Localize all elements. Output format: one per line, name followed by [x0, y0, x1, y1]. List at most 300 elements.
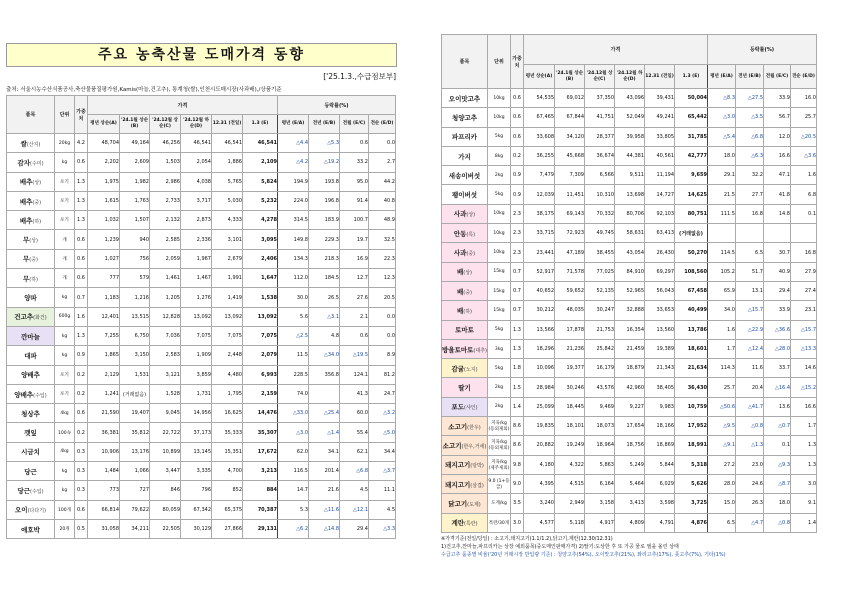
rate-cell: 33.2	[340, 153, 369, 172]
rate-cell: 6.5	[708, 513, 736, 532]
rate-cell: △1.3	[736, 436, 764, 455]
price-cell: 14,476	[243, 404, 278, 423]
price-cell: 19,407	[120, 404, 150, 423]
item-name-sub: (대추)	[473, 347, 487, 354]
price-cell: 26,430	[645, 243, 675, 262]
item-unit: 2kg	[488, 378, 511, 397]
price-cell: 4,917	[585, 513, 615, 532]
price-cell: 2,129	[88, 365, 120, 384]
price-cell: 3,240	[524, 494, 555, 513]
price-cell: 1,967	[181, 249, 212, 268]
table-row	[442, 417, 817, 436]
item-weight: 2.3	[511, 204, 524, 223]
rate-cell: 112.0	[278, 269, 309, 288]
rate-cell: 41.3	[340, 384, 369, 403]
rate-cell	[736, 224, 764, 243]
price-cell: 13,092	[212, 307, 243, 326]
rate-cell: 16.0	[791, 89, 817, 108]
rate-cell: △9.3	[764, 455, 791, 474]
item-name-main: 배	[456, 268, 464, 277]
price-cell: 18,101	[555, 417, 585, 436]
price-cell: 84,910	[615, 262, 645, 281]
table-row	[442, 108, 817, 127]
item-weight: 4.2	[75, 134, 88, 153]
price-cell: 3,121	[150, 365, 181, 384]
rate-cell: 314.5	[278, 211, 309, 230]
header-price: 가격	[524, 35, 708, 65]
rate-cell: △4.7	[736, 513, 764, 532]
price-cell: 1,975	[88, 172, 120, 191]
rate-cell: 27.4	[791, 281, 817, 300]
rate-cell: 23.1	[791, 301, 817, 320]
rate-cell: 114.3	[708, 359, 736, 378]
price-cell: 58,631	[615, 224, 645, 243]
item-name	[7, 211, 55, 230]
rate-cell: 91.4	[340, 191, 369, 210]
rate-cell: 55.4	[340, 423, 369, 442]
table-row	[442, 146, 817, 165]
item-unit: 4kg	[55, 404, 75, 423]
price-cell: 7,036	[150, 326, 181, 345]
price-cell: 1,795	[212, 384, 243, 403]
item-unit: kg	[55, 288, 75, 307]
price-cell: 21,590	[88, 404, 120, 423]
price-cell: 2,986	[150, 172, 181, 191]
item-name-sub: (상)	[466, 212, 476, 219]
price-cell: 9,227	[615, 397, 645, 416]
price-cell: 52,965	[615, 281, 645, 300]
item-name-main: 돼지고기	[445, 480, 471, 489]
table-row	[7, 153, 396, 172]
footnotes	[441, 535, 837, 559]
price-cell: 36,674	[585, 146, 615, 165]
price-cell: 46,541	[181, 134, 212, 153]
table-row	[7, 172, 396, 191]
price-cell: 13,566	[524, 320, 555, 339]
item-name	[7, 230, 55, 249]
item-weight: 1.3	[511, 339, 524, 358]
rate-cell: 33.7	[764, 359, 791, 378]
price-cell: 40,561	[645, 146, 675, 165]
price-cell: 940	[120, 230, 150, 249]
price-cell: 3,158	[585, 494, 615, 513]
price-cell: 33,715	[524, 224, 555, 243]
item-weight: 1.6	[75, 307, 88, 326]
item-weight: 1.5	[511, 378, 524, 397]
price-cell: 3,213	[243, 462, 278, 481]
rate-cell: 149.8	[278, 230, 309, 249]
item-name-main: 양배추	[14, 390, 34, 399]
price-cell: 19,389	[645, 339, 675, 358]
price-cell: 5,249	[615, 455, 645, 474]
item-unit: 지육/kg (등외제외)	[488, 436, 511, 455]
item-unit: 지육/kg (제주제외)	[488, 455, 511, 474]
footnote-3: 수급고추 품종별 비율('20년 거래시장 반입량 기준) : 청양고추(54%), 오이맛고추(21%), 꽈리고추(17%), 풋고추(7%), 기타(1%)	[441, 552, 726, 558]
price-cell: 2,406	[243, 249, 278, 268]
price-cell: 7,479	[524, 166, 555, 185]
rate-cell: 16.6	[764, 146, 791, 165]
item-name-sub: (하)	[463, 308, 472, 315]
price-cell: 35,307	[243, 423, 278, 442]
price-cell: 3,725	[675, 494, 708, 513]
rate-cell: △41.7	[736, 397, 764, 416]
header-col-3: '24.12월 하순(D)	[181, 115, 212, 134]
item-unit: kg	[55, 153, 75, 172]
rate-cell: △3.2	[369, 404, 396, 423]
price-cell: 48,704	[88, 134, 120, 153]
price-cell: 13,786	[675, 320, 708, 339]
item-name-sub: (수미)	[30, 160, 44, 167]
rate-cell: △0.8	[764, 513, 791, 532]
header-col-5: 1.3 (E)	[243, 115, 278, 134]
item-name-main: 쌀	[20, 139, 27, 148]
rate-cell: 194.9	[278, 172, 309, 191]
rate-cell: 95.0	[340, 172, 369, 191]
item-name-main: 배추	[19, 197, 33, 206]
price-cell: 17,654	[615, 417, 645, 436]
price-cell: 5,765	[212, 172, 243, 191]
price-cell: 42,960	[615, 378, 645, 397]
item-unit: 8kg	[488, 146, 511, 165]
price-cell: (거래없음)	[120, 384, 150, 403]
rate-cell: 74.0	[278, 384, 309, 403]
item-name	[442, 146, 488, 165]
item-unit: 5kg	[488, 127, 511, 146]
item-name-sub: (중)	[29, 257, 38, 264]
price-cell: 2,679	[212, 249, 243, 268]
rate-cell: 65.9	[708, 281, 736, 300]
item-name-main: 청양고추	[451, 113, 478, 122]
price-cell: 52,049	[615, 108, 645, 127]
price-cell: 14,956	[181, 404, 212, 423]
item-unit: 2kg	[488, 397, 511, 416]
price-cell: 38,405	[645, 378, 675, 397]
price-cell: 72,923	[555, 224, 585, 243]
price-cell: 2,054	[181, 153, 212, 172]
item-unit: kg	[55, 326, 75, 345]
price-cell: 1,731	[181, 384, 212, 403]
rate-cell: △5.0	[369, 423, 396, 442]
rate-cell: 21.5	[708, 185, 736, 204]
rate-cell: △5.3	[309, 134, 340, 153]
rate-cell: 23.0	[736, 455, 764, 474]
price-cell: 80,706	[615, 204, 645, 223]
price-cell: (거래없음)	[675, 224, 708, 243]
price-cell: 4,278	[243, 211, 278, 230]
item-weight: 0.7	[511, 262, 524, 281]
table-row	[442, 262, 817, 281]
price-cell: 16,625	[212, 404, 243, 423]
price-cell: 19,249	[555, 436, 585, 455]
table-row	[442, 359, 817, 378]
price-cell: 1,503	[150, 153, 181, 172]
price-cell: 579	[120, 269, 150, 288]
price-cell: 846	[150, 481, 181, 500]
item-weight: 0.2	[75, 384, 88, 403]
rate-cell: △9.5	[708, 417, 736, 436]
price-cell: 79,622	[120, 500, 150, 519]
rate-cell: 51.7	[736, 262, 764, 281]
item-name-sub: (화건)	[33, 315, 47, 322]
rate-cell: △0.7	[764, 417, 791, 436]
table-row	[7, 230, 396, 249]
item-name-main: 청상추	[21, 409, 40, 418]
price-cell: 52,135	[585, 281, 615, 300]
table-row	[7, 462, 396, 481]
header-col-6: 평년 (E/A)	[278, 115, 309, 134]
rate-cell: 15.0	[708, 494, 736, 513]
rate-cell: 27.6	[340, 288, 369, 307]
item-name	[442, 262, 488, 281]
table-row	[442, 127, 817, 146]
rate-cell: △25.4	[309, 404, 340, 423]
price-cell: 1,538	[243, 288, 278, 307]
price-cell: 4,791	[645, 513, 675, 532]
rate-cell: 4.5	[369, 500, 396, 519]
rate-cell: 5.3	[278, 500, 309, 519]
table-row	[442, 513, 817, 532]
right-table-wrap	[441, 34, 817, 533]
header-col-8: 전월 (E/C)	[764, 65, 791, 89]
price-cell: 31,785	[675, 127, 708, 146]
item-name-sub: (중)	[463, 289, 472, 296]
rate-cell: 16.8	[791, 243, 817, 262]
price-cell: 2,079	[243, 346, 278, 365]
rate-cell: 20.4	[736, 378, 764, 397]
source-note: 출처: 서울시농수산식품공사,축산물품질평가원,Kamis(마늘,건고추), 통계청(쌀),인천시도매시장(사과배),/상품기준	[6, 87, 282, 93]
item-unit: 포기	[55, 172, 75, 191]
price-cell: 19,835	[524, 417, 555, 436]
item-weight: 0.2	[75, 423, 88, 442]
rate-cell: △50.6	[708, 397, 736, 416]
item-unit: 포기	[55, 191, 75, 210]
rate-cell: 19.7	[340, 230, 369, 249]
item-weight: 1.3	[511, 320, 524, 339]
price-cell: 59,652	[555, 281, 585, 300]
item-name-sub: (수입)	[30, 488, 44, 495]
item-unit: 도계/kg	[488, 494, 511, 513]
rate-cell: △3.7	[369, 462, 396, 481]
price-cell: 41,751	[585, 108, 615, 127]
item-name	[442, 378, 488, 397]
price-cell: 69,012	[555, 89, 585, 108]
price-cell: 35,333	[212, 423, 243, 442]
item-name	[442, 455, 488, 474]
rate-cell	[791, 224, 817, 243]
rate-cell: △15.7	[736, 301, 764, 320]
item-unit: 15kg	[488, 262, 511, 281]
item-name-main: 감자	[17, 158, 30, 167]
price-cell: 2,059	[150, 249, 181, 268]
item-weight: 0.5	[75, 519, 88, 538]
price-cell: 1,528	[150, 384, 181, 403]
price-cell: 2,949	[555, 494, 585, 513]
rate-cell: △3.5	[736, 108, 764, 127]
item-unit: 5kg	[488, 359, 511, 378]
price-cell: 18,879	[615, 359, 645, 378]
price-cell: 10,096	[524, 359, 555, 378]
price-cell: 33,805	[645, 127, 675, 146]
price-cell: 19,377	[555, 359, 585, 378]
price-cell: 13,145	[181, 442, 212, 461]
item-name	[7, 288, 55, 307]
price-cell: 2,159	[243, 384, 278, 403]
price-cell: 13,698	[615, 185, 645, 204]
item-name	[7, 153, 55, 172]
rate-cell: 0.0	[369, 326, 396, 345]
item-unit: 20개	[55, 519, 75, 538]
header-col-9: 전순 (E/D)	[369, 115, 396, 134]
table-row	[442, 204, 817, 223]
item-unit: 특란/30개	[488, 513, 511, 532]
rate-cell: △8.7	[764, 474, 791, 493]
item-weight: 8.6	[511, 417, 524, 436]
rate-cell: 48.9	[369, 211, 396, 230]
rate-cell: 183.9	[309, 211, 340, 230]
price-cell: 34,120	[555, 127, 585, 146]
rate-cell: 6.8	[791, 185, 817, 204]
rate-cell: △36.6	[764, 320, 791, 339]
item-unit: 4kg	[55, 442, 75, 461]
rate-cell: △19.5	[340, 346, 369, 365]
left-table-wrap	[6, 95, 396, 539]
rate-cell: △3.3	[369, 519, 396, 538]
price-cell: 21,753	[585, 320, 615, 339]
item-name-sub: (탕박)	[470, 463, 484, 470]
price-cell: 5,318	[675, 455, 708, 474]
table-row	[442, 494, 817, 513]
price-cell: 5,118	[555, 513, 585, 532]
rate-cell: 29.4	[340, 519, 369, 538]
rate-cell: 13.1	[736, 281, 764, 300]
item-name-main: 닭고기	[448, 499, 468, 508]
item-name-main: 방울토마토	[442, 345, 474, 354]
price-cell: 28,377	[585, 127, 615, 146]
header-col-1: '24.1월 상순(B)	[555, 65, 585, 89]
rate-cell: 114.5	[708, 243, 736, 262]
price-cell: 67,465	[524, 108, 555, 127]
item-name-main: 당근	[17, 486, 30, 495]
price-cell: 3,717	[181, 191, 212, 210]
rate-cell: 25.7	[708, 378, 736, 397]
item-name-main: 팽이버섯	[451, 191, 478, 200]
price-cell: 36,430	[675, 378, 708, 397]
rate-cell: 12.3	[369, 269, 396, 288]
price-cell: 9,469	[585, 397, 615, 416]
price-cell: 11,194	[645, 166, 675, 185]
price-cell: 2,583	[150, 346, 181, 365]
price-cell: 4,809	[615, 513, 645, 532]
header-col-2: '24.12월 상순(C)	[150, 115, 181, 134]
item-unit: 포기	[55, 211, 75, 230]
rate-cell: △15.2	[791, 378, 817, 397]
price-cell: 30,247	[585, 301, 615, 320]
rate-cell: △34.0	[309, 346, 340, 365]
price-cell: 23,441	[524, 243, 555, 262]
price-cell: 2,202	[88, 153, 120, 172]
price-cell: 7,075	[212, 326, 243, 345]
price-cell: 50,004	[675, 89, 708, 108]
rate-cell: 193.8	[309, 172, 340, 191]
price-cell: 38,455	[585, 243, 615, 262]
item-name-main: 딸기	[458, 384, 471, 393]
price-cell: 10,906	[88, 442, 120, 461]
table-row	[442, 397, 817, 416]
rate-cell: 1.3	[791, 436, 817, 455]
rate-cell: △20.5	[791, 127, 817, 146]
rate-cell: 1.7	[791, 417, 817, 436]
item-weight: 0.9	[75, 346, 88, 365]
price-cell: 7,075	[181, 326, 212, 345]
rate-cell: 29.4	[764, 281, 791, 300]
item-unit: 100개	[55, 500, 75, 519]
price-cell: 56,043	[645, 281, 675, 300]
item-name-main: 소고기	[448, 422, 468, 431]
price-cell: 2,132	[150, 211, 181, 230]
item-name	[442, 281, 488, 300]
item-name-main: 소고기	[442, 441, 462, 450]
price-cell: 63,413	[645, 224, 675, 243]
rate-cell: △14.8	[309, 519, 340, 538]
rate-cell: 16.8	[736, 204, 764, 223]
item-name	[7, 365, 55, 384]
price-cell: 80,751	[675, 204, 708, 223]
rate-cell: △33.0	[278, 404, 309, 423]
item-name	[7, 307, 55, 326]
price-cell: 46,541	[243, 134, 278, 153]
price-cell: 852	[212, 481, 243, 500]
footnote-2: 1)건고추,깐마늘,파프리카는 상장 예외품목(중도매인판매가격) 2)딸기:도상한 후 또 가공 물로 필을 올린 상태	[441, 544, 679, 550]
rate-cell: 0.6	[340, 326, 369, 345]
price-cell: 2,336	[181, 230, 212, 249]
rate-cell: 116.5	[278, 462, 309, 481]
rate-cell: 22.3	[369, 249, 396, 268]
item-name-main: 포도	[451, 403, 464, 412]
rate-cell	[708, 224, 736, 243]
price-cell: 1,276	[181, 288, 212, 307]
table-row	[7, 442, 396, 461]
price-cell: 7,255	[88, 326, 120, 345]
item-name	[442, 397, 488, 416]
price-cell: 44,381	[615, 146, 645, 165]
price-cell: 2,733	[150, 191, 181, 210]
item-unit: 포기	[55, 384, 75, 403]
header-col-9: 전순 (E/D)	[791, 65, 817, 89]
rate-cell: 2.7	[369, 153, 396, 172]
rate-cell: 62.0	[278, 442, 309, 461]
item-weight: 0.7	[511, 281, 524, 300]
price-cell: 1,647	[243, 269, 278, 288]
item-weight: 0.2	[511, 146, 524, 165]
item-name-main: 가지	[458, 152, 471, 161]
rate-cell: 111.5	[708, 204, 736, 223]
rate-cell: 27.7	[736, 185, 764, 204]
price-cell: 3,095	[243, 230, 278, 249]
price-cell: 1,507	[120, 211, 150, 230]
table-row	[7, 211, 396, 230]
item-name	[7, 269, 55, 288]
item-weight: 0.6	[511, 108, 524, 127]
item-weight: 0.3	[75, 481, 88, 500]
table-row	[442, 243, 817, 262]
price-cell: 3,150	[120, 346, 150, 365]
price-cell: 1,865	[88, 346, 120, 365]
header-rate: 등락률(%)	[278, 96, 396, 115]
rate-cell: 1.6	[708, 320, 736, 339]
price-cell: 18,991	[675, 436, 708, 455]
rate-cell: △6.8	[340, 462, 369, 481]
price-cell: 5,863	[585, 455, 615, 474]
